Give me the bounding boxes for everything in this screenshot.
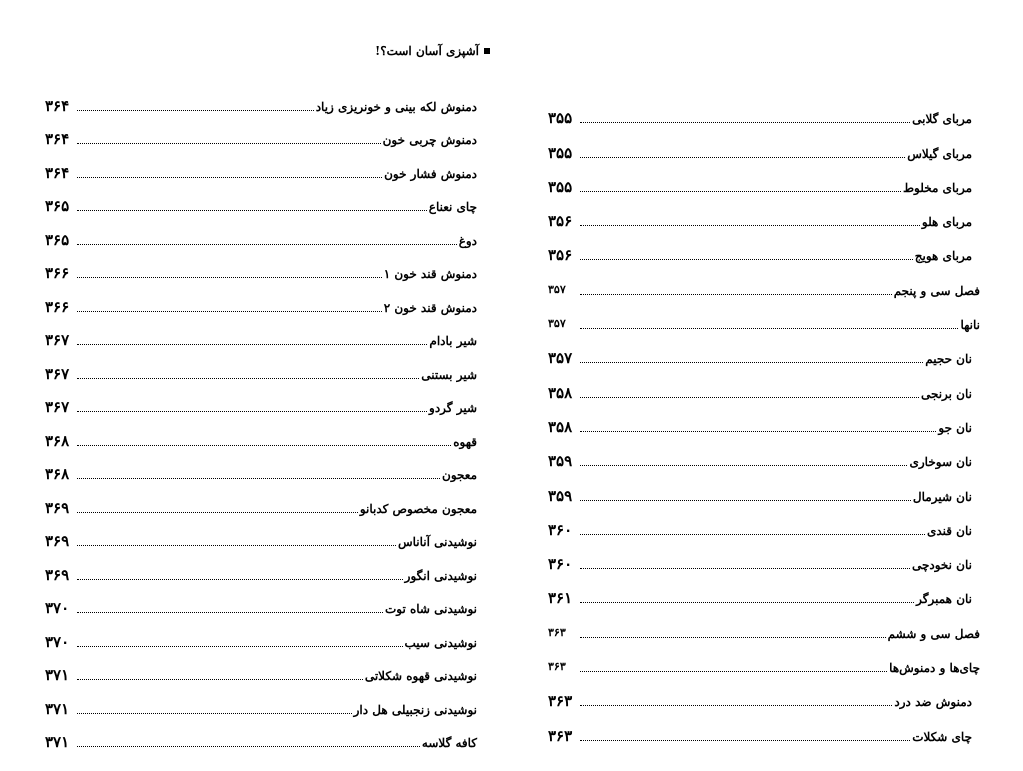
toc-entry-title: مربای هلو <box>921 215 972 230</box>
dot-leader <box>580 259 913 260</box>
toc-entry <box>45 583 477 617</box>
toc-entry-title: نان نخودچی <box>911 558 972 573</box>
toc-entry-page: ۳۶۷ <box>45 398 70 416</box>
dot-leader <box>77 512 358 513</box>
toc-entry-page: ۳۶۴ <box>45 96 70 115</box>
dot-leader <box>77 177 382 178</box>
toc-entry-page: ۳۵۸ <box>548 383 573 402</box>
toc-entry-title: نانها <box>960 318 980 333</box>
running-title: آشپزی آسان است؟! <box>374 44 479 58</box>
toc-entry <box>45 248 477 282</box>
toc-entry-page: ۳۶۶ <box>45 297 70 316</box>
toc-entry-page: ۳۵۸ <box>548 417 573 436</box>
toc-entry-page: ۳۵۵ <box>548 177 573 196</box>
toc-entry <box>45 382 477 416</box>
dot-leader <box>77 679 363 680</box>
dot-leader <box>580 637 886 638</box>
dot-leader <box>580 740 910 741</box>
toc-entry-page: ۳۶۹ <box>45 565 70 584</box>
toc-entry-title: نان سوخاری <box>909 455 972 470</box>
toc-entry-page: ۳۶۱ <box>548 589 573 608</box>
toc-entry <box>45 549 477 583</box>
dot-leader <box>580 157 905 158</box>
toc-entry <box>45 616 477 650</box>
toc-entry <box>548 161 980 195</box>
toc-entry-page: ۳۶۸ <box>45 465 70 483</box>
dot-leader <box>77 579 403 580</box>
toc-entry <box>45 650 477 684</box>
toc-entry-page: ۳۶۷ <box>45 364 70 383</box>
toc-entry-title: دمنوش ضد درد <box>894 695 972 710</box>
toc-entry <box>548 401 980 435</box>
toc-entry-title: مربای گیلاس <box>907 146 972 161</box>
toc-entry-title: نان قندی <box>926 523 972 538</box>
toc-entry <box>548 263 980 297</box>
dot-leader <box>77 411 427 412</box>
toc-entry-title: نان شیرمال <box>912 489 972 504</box>
toc-entry <box>548 195 980 229</box>
running-header <box>300 44 490 58</box>
dot-leader <box>580 225 920 226</box>
toc-entry-page: ۳۶۴ <box>45 163 70 182</box>
toc-entry-page: ۳۷۱ <box>45 699 70 718</box>
toc-entry-title: نوشیدنی انگور <box>404 568 477 583</box>
toc-entry <box>548 606 980 640</box>
toc-entry-page: ۳۵۵ <box>548 143 573 162</box>
toc-entry-title: شیر گردو <box>429 401 477 415</box>
toc-entry-title: نوشیدنی سیب <box>404 635 477 650</box>
toc-entry <box>45 717 477 751</box>
toc-entry-page: ۳۶۳ <box>548 726 573 745</box>
toc-entry-title: نان جو <box>938 420 972 435</box>
toc-entry-page: ۳۶۳ <box>548 660 566 674</box>
dot-leader <box>580 191 901 192</box>
toc-entry-page: ۳۵۷ <box>548 282 566 296</box>
toc-entry <box>548 675 980 709</box>
toc-entry <box>548 92 980 126</box>
dot-leader <box>77 378 419 379</box>
toc-entry <box>45 348 477 382</box>
dot-leader <box>580 122 910 123</box>
dot-leader <box>580 294 892 295</box>
dot-leader <box>77 110 314 111</box>
toc-entry <box>548 709 980 743</box>
toc-entry <box>45 315 477 349</box>
toc-entry-page: ۳۷۰ <box>45 632 70 651</box>
toc-entry-page: ۳۵۵ <box>548 109 573 128</box>
square-bullet-icon <box>484 48 490 54</box>
toc-entry-title: شیر بادام <box>429 334 477 348</box>
toc-entry-page: ۳۵۷ <box>548 317 566 331</box>
dot-leader <box>77 646 403 647</box>
toc-entry <box>548 469 980 503</box>
toc-entry <box>548 435 980 469</box>
toc-entry-page: ۳۶۶ <box>45 264 70 282</box>
dot-leader <box>580 465 907 466</box>
toc-entry <box>548 298 980 332</box>
toc-entry-page: ۳۵۷ <box>548 349 573 368</box>
toc-entry <box>45 516 477 550</box>
dot-leader <box>77 478 440 479</box>
toc-entry-title: مربای هویج <box>914 249 972 264</box>
toc-entry-title: نوشیدنی آناناس <box>397 535 477 549</box>
toc-entry-page: ۳۶۵ <box>45 230 70 249</box>
dot-leader <box>77 445 451 446</box>
toc-entry-title: دوغ <box>458 233 477 248</box>
dot-leader <box>580 534 925 535</box>
toc-entry-title: چای نعناع <box>428 200 477 214</box>
toc-entry-page: ۳۶۵ <box>45 197 70 215</box>
toc-entry-title: مربای مخلوط <box>902 180 972 195</box>
toc-entry <box>45 415 477 449</box>
toc-entry <box>548 332 980 366</box>
toc-entry <box>548 504 980 538</box>
toc-entry-title: شیر بستنی <box>421 367 477 382</box>
dot-leader <box>77 545 396 546</box>
dot-leader <box>580 328 958 329</box>
toc-entry-title: چای‌ها و دمنوش‌ها <box>889 661 980 676</box>
dot-leader <box>77 311 382 312</box>
dot-leader <box>580 602 914 603</box>
dot-leader <box>77 612 383 613</box>
toc-entry-title: دمنوش فشار خون <box>384 166 477 181</box>
toc-entry-title: نان همبرگر <box>916 592 972 607</box>
toc-entry-page: ۳۶۴ <box>45 130 70 148</box>
toc-entry-page: ۳۷۰ <box>45 599 70 617</box>
toc-entry <box>548 126 980 160</box>
toc-entry-title: مربای گلابی <box>912 112 972 127</box>
toc-entry <box>548 538 980 572</box>
toc-entry-title: نوشیدنی شاه توت <box>384 602 477 616</box>
toc-entry <box>548 229 980 263</box>
toc-entry <box>548 366 980 400</box>
toc-entry-title: فصل سی و پنجم <box>893 283 980 298</box>
dot-leader <box>580 500 911 501</box>
toc-entry-title: دمنوش قند خون ۲ <box>383 300 477 315</box>
toc-entry-page: ۳۶۷ <box>45 331 70 349</box>
toc-entry-page: ۳۵۶ <box>548 212 573 231</box>
toc-entry-page: ۳۵۶ <box>548 246 573 265</box>
dot-leader <box>580 705 892 706</box>
dot-leader <box>77 143 381 144</box>
dot-leader <box>580 568 910 569</box>
toc-entry-page: ۳۵۹ <box>548 486 573 505</box>
toc-entry-page: ۳۵۹ <box>548 452 573 471</box>
toc-column-left <box>45 80 477 750</box>
toc-entry-title: نوشیدنی زنجبیلی هل دار <box>353 702 477 717</box>
dot-leader <box>580 431 936 432</box>
toc-entry-title: نان حجیم <box>925 352 972 367</box>
toc-entry-title: فصل سی و ششم <box>887 626 980 641</box>
toc-entry-title: نان برنجی <box>920 386 972 401</box>
dot-leader <box>77 210 427 211</box>
dot-leader <box>580 671 887 672</box>
toc-entry-title: معجون <box>442 468 477 482</box>
toc-entry <box>45 683 477 717</box>
toc-entry <box>45 80 477 114</box>
toc-entry <box>45 147 477 181</box>
toc-entry-page: ۳۷۱ <box>45 733 70 751</box>
toc-entry-page: ۳۶۸ <box>45 431 70 450</box>
toc-entry-page: ۳۶۳ <box>548 692 573 711</box>
toc-entry-page: ۳۷۱ <box>45 666 70 684</box>
toc-entry <box>45 214 477 248</box>
toc-entry-title: دمنوش لکه بینی و خونریزی زیاد <box>315 99 477 114</box>
toc-entry-title: قهوه <box>453 434 477 449</box>
dot-leader <box>77 344 427 345</box>
toc-entry <box>45 114 477 148</box>
toc-entry-page: ۳۶۰ <box>548 555 573 574</box>
toc-entry-page: ۳۶۰ <box>548 520 573 539</box>
toc-entry <box>548 641 980 675</box>
toc-entry-title: چای شکلات <box>912 729 972 744</box>
toc-column-right <box>548 92 980 744</box>
toc-entry-title: نوشیدنی قهوه شکلاتی <box>364 669 477 683</box>
toc-entry-title: دمنوش چربی خون <box>382 133 477 147</box>
toc-entry-title: دمنوش قند خون ۱ <box>383 267 477 281</box>
toc-entry <box>45 449 477 483</box>
dot-leader <box>580 362 923 363</box>
dot-leader <box>77 746 420 747</box>
toc-entry-page: ۳۶۹ <box>45 498 70 517</box>
toc-entry-title: معجون مخصوص کدبانو <box>359 501 477 516</box>
toc-entry-title: کافه گلاسه <box>421 736 477 750</box>
toc-entry <box>548 572 980 606</box>
toc-entry <box>45 482 477 516</box>
dot-leader <box>77 244 457 245</box>
dot-leader <box>77 713 352 714</box>
toc-entry-page: ۳۶۳ <box>548 625 566 639</box>
toc-entry <box>45 281 477 315</box>
toc-entry <box>45 181 477 215</box>
toc-entry-page: ۳۶۹ <box>45 532 70 550</box>
dot-leader <box>580 397 919 398</box>
dot-leader <box>77 277 382 278</box>
